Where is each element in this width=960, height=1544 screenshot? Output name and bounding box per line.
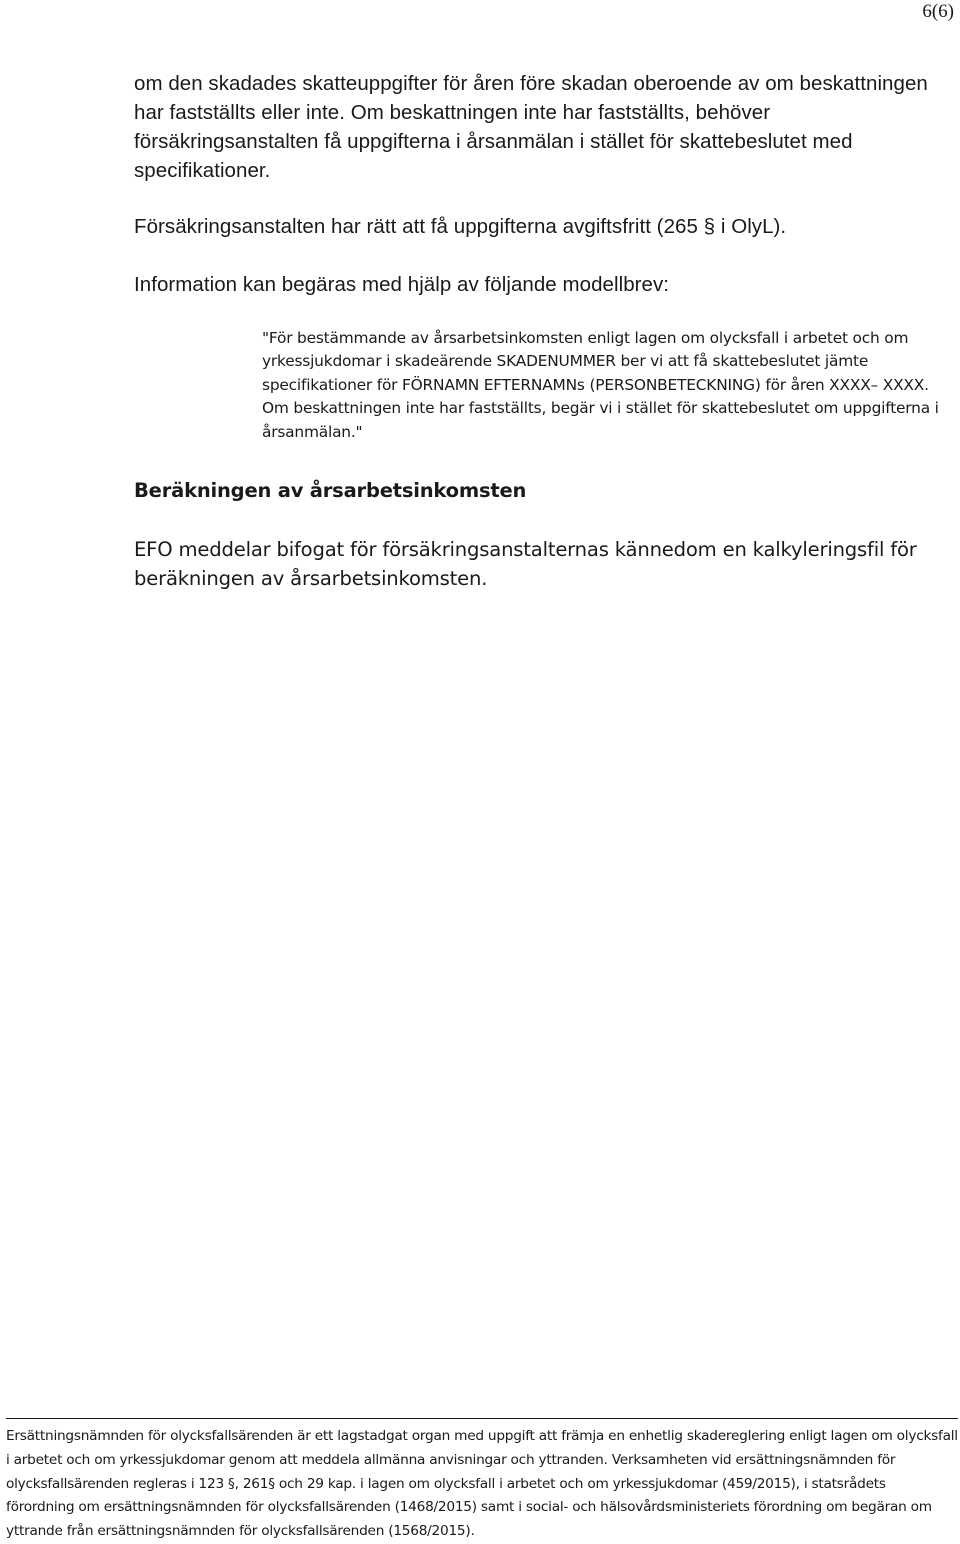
footer-divider <box>6 1418 958 1419</box>
paragraph-tax-data: om den skadades skatteuppgifter för åren före skadan oberoende av om beskattningen har fastställts eller inte. Om beskattningen inte har fastställts, behöver försäkringsanstalten få uppgifterna i årsanmälan i stället för skattebeslutet med specifikationer. <box>134 72 928 182</box>
page-number: 6(6) <box>922 1 954 22</box>
paragraph-free-of-charge: Försäkringsanstalten har rätt att få uppgifterna avgiftsfritt (265 § i OlyL). <box>134 215 787 238</box>
paragraph-model-letter-intro: Information kan begäras med hjälp av följande modellbrev: <box>134 273 670 296</box>
section-paragraph: EFO meddelar bifogat för försäkringsanstalternas kännedom en kalkyleringsfil för beräkningen av årsarbetsinkomsten. <box>134 538 917 590</box>
model-letter-quote: "För bestämmande av årsarbetsinkomsten enligt lagen om olycksfall i arbetet och om yrkessjukdomar i skadeärende SKADENUMMER ber vi att få skattebeslutet jämte specifikationer för FÖRNAMN EFTERNAMNs (PERSONBETECKNING) för åren XXXX– XXXX. Om beskattningen inte har fastställts, begär vi i stället för skattebeslutet om uppgifterna i årsanmälan." <box>262 329 939 441</box>
footer-text: Ersättningsnämnden för olycksfallsärenden är ett lagstadgat organ med uppgift att främja en enhetlig skadereglering enligt lagen om olycksfall i arbetet och om yrkessjukdomar genom att meddela allmänna anvisningar och yttranden. Verksamheten vid ersättningsnämnden för olycksfallsärenden regleras i 123 §, 261§ och 29 kap. i lagen om olycksfall i arbetet och om yrkessjukdomar (459/2015), i statsrådets förordning om ersättningsnämnden för olycksfallsärenden (1468/2015) samt i social- och hälsovårdsministeriets förordning om begäran om yttrande från ersättningsnämnden för olycksfallsärenden (1568/2015). <box>6 1428 958 1540</box>
section-heading: Beräkningen av årsarbetsinkomsten <box>134 479 527 502</box>
